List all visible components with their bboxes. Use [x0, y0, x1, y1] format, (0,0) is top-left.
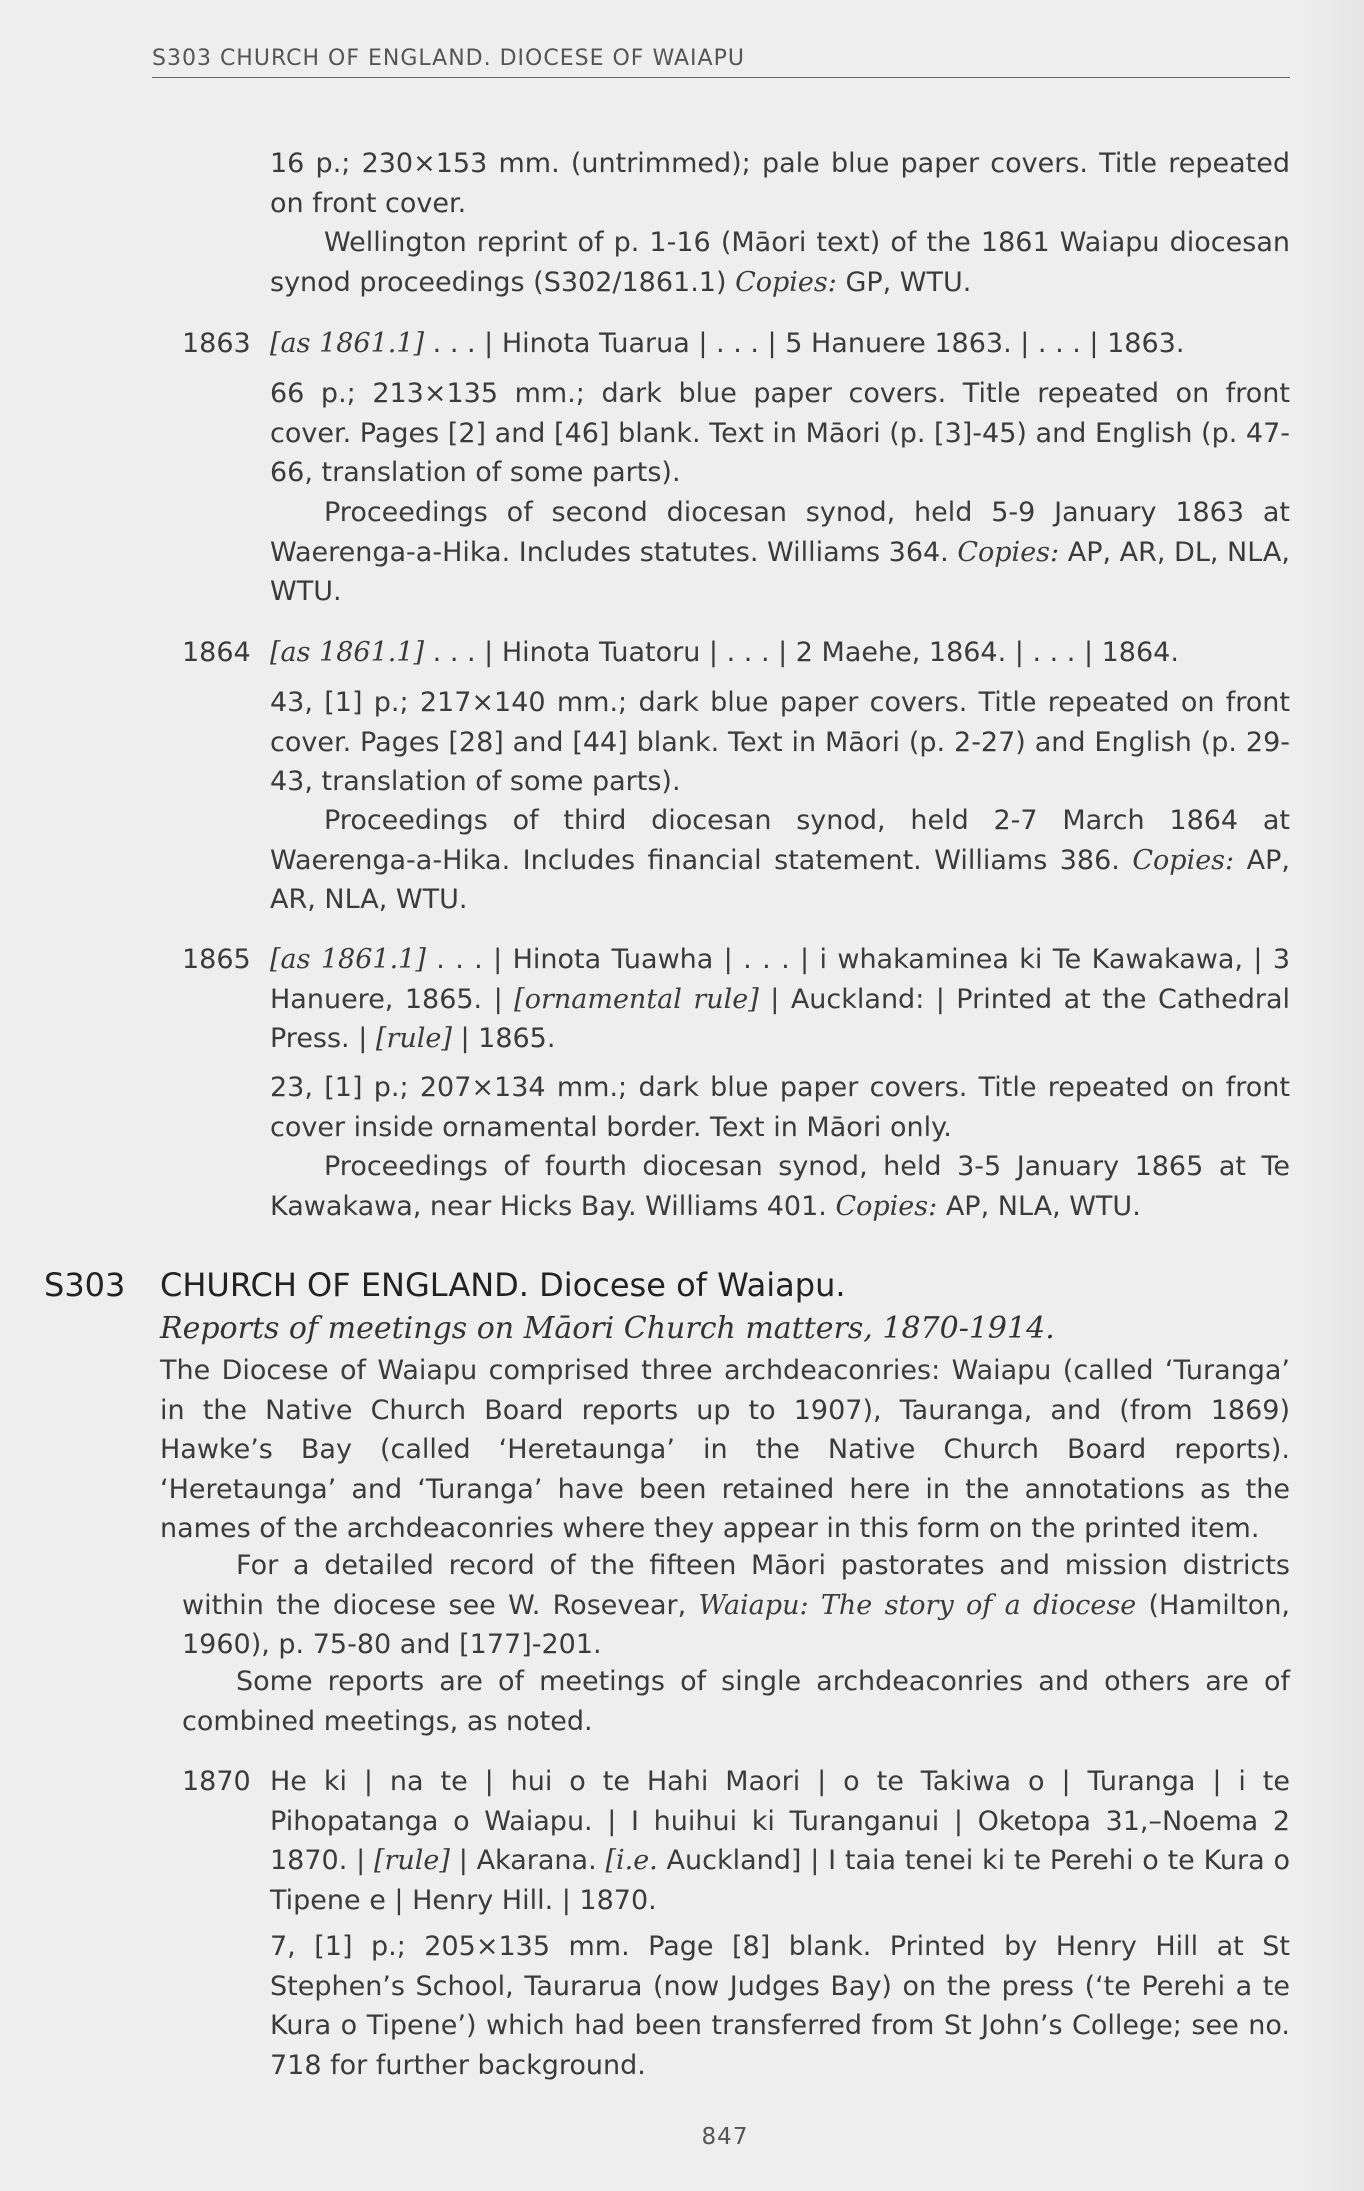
physical-description: 23, [1] p.; 207×134 mm.; dark blue paper covers. Title repeated on front cover inside ornamental border. Text in Māori only. — [270, 1072, 1290, 1143]
entry-subtitle: Reports of meetings on Māori Church matters, 1870-1914. — [160, 1311, 1055, 1346]
page-edge-shadow — [1304, 0, 1364, 2191]
entry-heading: CHURCH OF ENGLAND. Diocese of Waiapu. — [160, 1266, 846, 1304]
entry-introduction: The Diocese of Waiapu comprised three archdeaconries: Waiapu (called ‘Turanga’ in the Native Church Board reports up to 1907), Tauranga, and (from 1869) Hawke’s Bay (called ‘Heretaunga’ in the Native Church Board reports). ‘Heretaunga’ and ‘Turanga’ have been retained here in the annotations as the names of the archdeaconries where they appear in this form on the printed item. — [160, 1355, 1290, 1544]
entry-year: 1870 — [182, 1766, 251, 1797]
annotation-note: Proceedings of second diocesan synod, held 5-9 January 1863 at Waerenga-a-Hika. Includes statutes. Williams 364. Copies: AP, AR, DL, NLA, WTU. — [270, 497, 1290, 607]
entry-year: 1865 — [182, 944, 251, 975]
entry-introduction: For a detailed record of the fifteen Māori pastorates and mission districts within the diocese see W. Rosevear, Waiapu: The story of a diocese (Hamilton, 1960), p. 75-80 and [177]-201. — [182, 1550, 1291, 1660]
annotation-note: Wellington reprint of p. 1-16 (Māori text) of the 1861 Waiapu diocesan synod proceedings (S302/1861.1) Copies: GP, WTU. — [270, 227, 1290, 298]
entry-title-transcription: He ki | na te | hui o te Hahi Maori | o te Takiwa o | Turanga | i te Pihopatanga o Waiapu. | I huihui ki Turanganui | Oketopa 31,–Noema 2 1870. | [rule] | Akarana. [i.e. Auckland] | I taia tenei ki te Perehi o te Kura o Tipene e | Henry Hill. | 1870. — [270, 1766, 1290, 1916]
physical-description: 43, [1] p.; 217×140 mm.; dark blue paper covers. Title repeated on front cover. Pages [28] and [44] blank. Text in Māori (p. 2-27) and English (p. 29-43, translation of some parts). — [270, 687, 1290, 797]
entry-title-transcription: [as 1861.1] . . . | Hinota Tuawha | . . . | i whakaminea ki Te Kawakawa, | 3 Hanuere, 1865. | [ornamental rule] | Auckland: | Printed at the Cathedral Press. | [rule] | 1865. — [270, 944, 1290, 1054]
annotation-note: Proceedings of fourth diocesan synod, held 3-5 January 1865 at Te Kawakawa, near Hicks Bay. Williams 401. Copies: AP, NLA, WTU. — [270, 1151, 1290, 1222]
running-header: S303 CHURCH OF ENGLAND. DIOCESE OF WAIAPU — [152, 46, 1290, 78]
page-number: 847 — [701, 2124, 749, 2150]
physical-description: 16 p.; 230×153 mm. (untrimmed); pale blue paper covers. Title repeated on front cover. — [270, 148, 1290, 219]
physical-description: 66 p.; 213×135 mm.; dark blue paper covers. Title repeated on front cover. Pages [2] and [46] blank. Text in Māori (p. [3]-45) and English (p. 47-66, translation of some parts). — [270, 378, 1290, 488]
entry-year: 1863 — [182, 328, 251, 359]
physical-description: 7, [1] p.; 205×135 mm. Page [8] blank. Printed by Henry Hill at St Stephen’s School, Taurarua (now Judges Bay) on the press (‘te Perehi a te Kura o Tipene’) which had been transferred from St John’s College; see no. 718 for further background. — [270, 1931, 1290, 2081]
entry-year: 1864 — [182, 637, 251, 668]
entry-introduction: Some reports are of meetings of single archdeaconries and others are of combined meetings, as noted. — [182, 1666, 1290, 1737]
annotation-note: Proceedings of third diocesan synod, held 2-7 March 1864 at Waerenga-a-Hika. Includes financial statement. Williams 386. Copies: AP, AR, NLA, WTU. — [270, 805, 1290, 915]
entry-number: S303 — [44, 1266, 126, 1304]
entry-title-transcription: [as 1861.1] . . . | Hinota Tuarua | . . . | 5 Hanuere 1863. | . . . | 1863. — [270, 328, 1185, 359]
entry-title-transcription: [as 1861.1] . . . | Hinota Tuatoru | . . . | 2 Maehe, 1864. | . . . | 1864. — [270, 637, 1179, 668]
